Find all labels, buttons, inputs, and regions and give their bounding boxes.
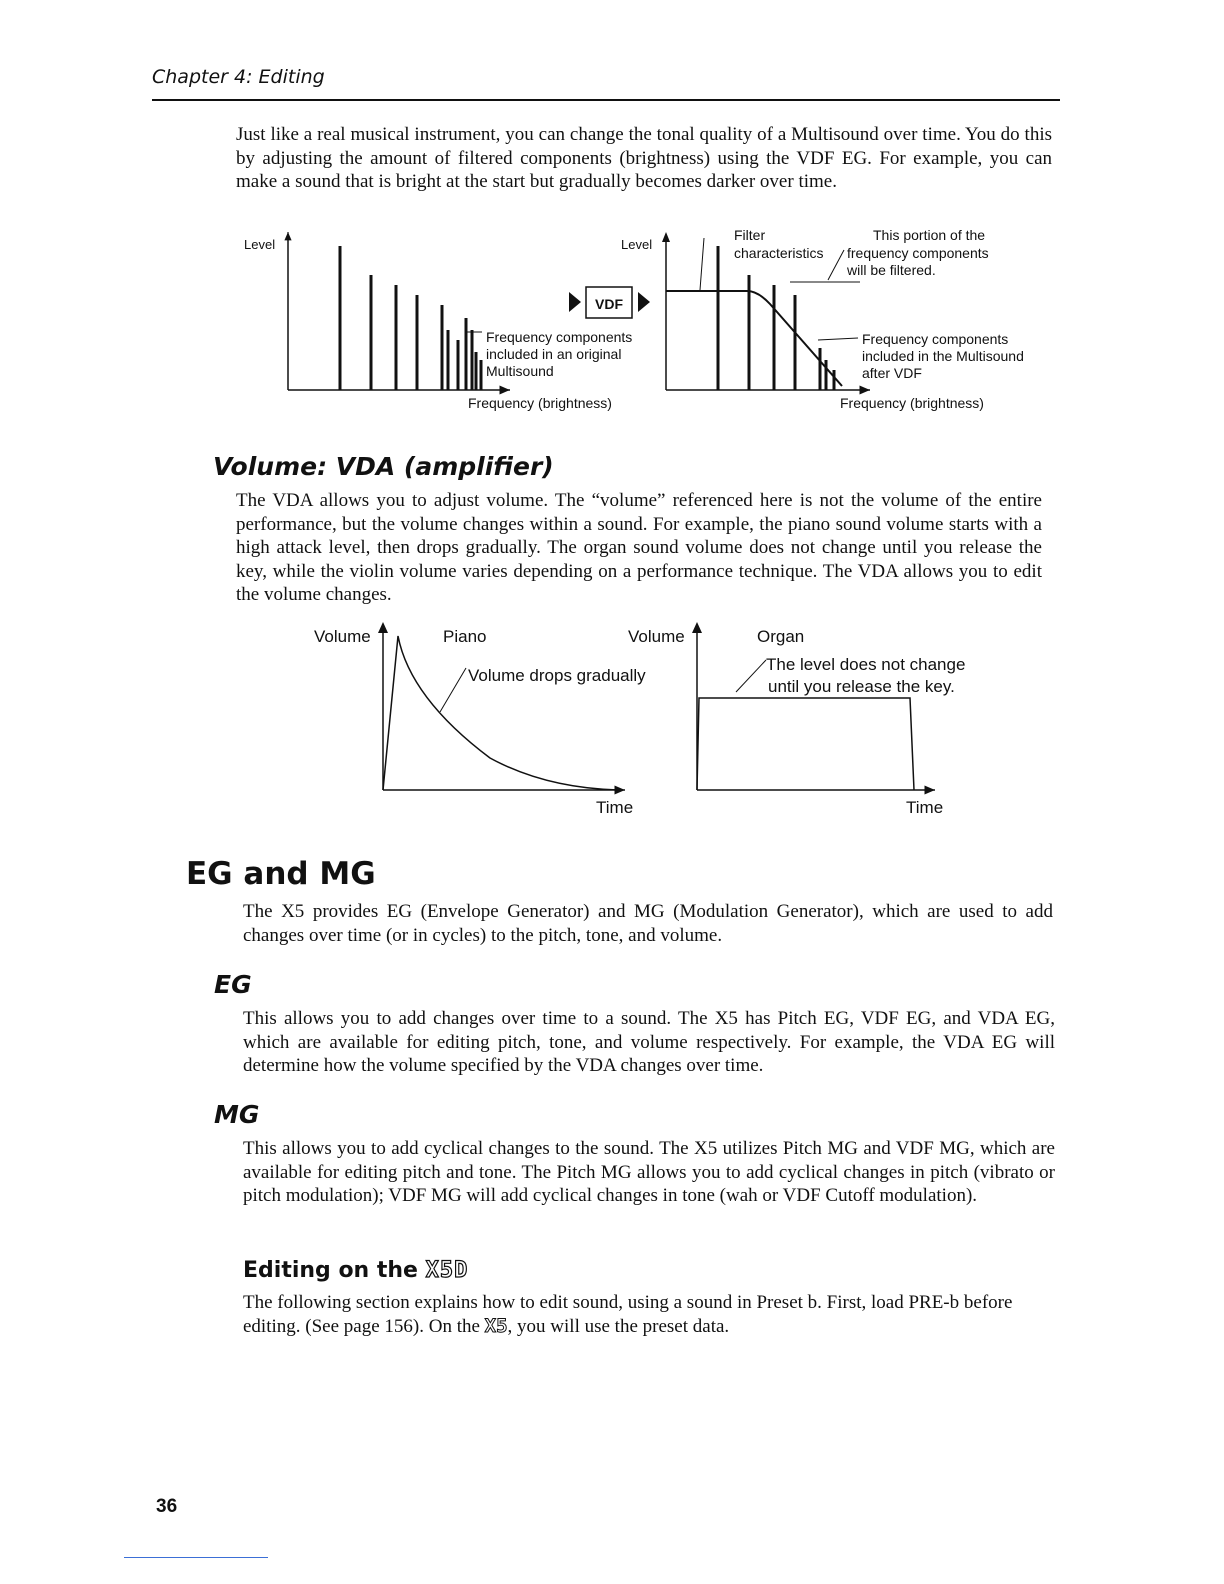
eg-paragraph: This allows you to add changes over time to a sound. The X5 has Pitch EG, VDF EG, and VDA EG, which are available for editing pitch, tone, and volume respectively. For example, the VDA EG will determine how the volume specified by the VDA changes over time. [243, 1008, 1055, 1076]
eg-mg-paragraph: The X5 provides EG (Envelope Generator) and MG (Modulation Generator), which are used to add changes over time (or in cycles) to the pitch, tone, and volume. [243, 901, 1053, 946]
organ-time-label: Time [906, 798, 944, 817]
right-note-line-1: Frequency components [862, 331, 1009, 347]
x5d-logo: X5D [425, 1258, 469, 1283]
filtered-frequency-bars [718, 246, 834, 390]
intro-paragraph: Just like a real musical instrument, you can change the tonal quality of a Multisound over time. You do this by adjusting the amount of filtered components (brightness) using the VDF EG. For example, you can make a sound that is bright at the start but gradually becomes darker over time. [236, 124, 1052, 192]
editing-heading-text: Editing on the [243, 1258, 418, 1283]
left-note-line-3: Multisound [486, 363, 554, 379]
organ-label: Organ [757, 627, 805, 646]
right-x-label: Frequency (brightness) [840, 395, 984, 411]
piano-time-label: Time [596, 798, 634, 817]
piano-envelope-graph [314, 622, 646, 817]
portion-label-line-3: will be filtered. [847, 262, 936, 278]
vda-diagram [300, 618, 1000, 828]
left-note-line-1: Frequency components [486, 329, 633, 345]
original-frequency-bars [340, 246, 481, 390]
vdf-block [569, 287, 650, 318]
right-note-line-2: included in the Multisound [862, 348, 1024, 364]
vdf-box-label: VDF [595, 296, 623, 312]
mg-paragraph: This allows you to add cyclical changes to the sound. The X5 utilizes Pitch MG and VDF MG, which are available for editing pitch and tone. The Pitch MG allows you to add cyclical changes in pitch (vibrato or pitch modulation); VDF MG will add cyclical changes in tone (wah or VDF Cutoff modulation). [243, 1138, 1055, 1206]
vdf-diagram [230, 220, 1060, 420]
organ-note-line-1: The level does not change [766, 655, 966, 674]
left-spectrum-graph [244, 232, 632, 411]
organ-volume-axis-label: Volume [628, 627, 685, 646]
header-rule [152, 99, 1060, 101]
eg-heading: EG [214, 970, 252, 999]
editing-paragraph-start: The following section explains how to edit sound, using a sound in Preset b. First, load PRE-b before editing. (See page 156). On the [243, 1292, 1013, 1337]
organ-envelope-graph [628, 622, 965, 817]
piano-label: Piano [443, 627, 487, 646]
x5-logo: X5 [484, 1314, 508, 1337]
footer-line [124, 1557, 268, 1558]
editing-paragraph-end: , you will use the preset data. [507, 1315, 730, 1337]
editing-heading [243, 1258, 468, 1283]
filter-label-line-1: Filter [734, 227, 766, 243]
left-level-label: Level [244, 237, 276, 252]
left-note-line-2: included in an original [486, 346, 622, 362]
right-level-label: Level [621, 237, 653, 252]
portion-label-line-2: frequency components [847, 245, 989, 261]
organ-note-line-2: until you release the key. [768, 677, 955, 696]
filter-label-line-2: characteristics [734, 245, 824, 261]
right-note-line-3: after VDF [862, 365, 922, 381]
left-x-label: Frequency (brightness) [468, 395, 612, 411]
portion-label-line-1: This portion of the [873, 227, 986, 243]
piano-volume-axis-label: Volume [314, 627, 371, 646]
eg-mg-heading: EG and MG [186, 856, 376, 892]
right-spectrum-graph [621, 227, 1024, 411]
editing-paragraph [243, 1291, 1055, 1338]
chapter-header: Chapter 4: Editing [152, 66, 325, 88]
piano-note: Volume drops gradually [468, 666, 646, 685]
mg-heading: MG [214, 1100, 260, 1129]
vda-heading: Volume: VDA (amplifier) [213, 452, 554, 481]
page-number: 36 [156, 1496, 178, 1517]
vda-paragraph: The VDA allows you to adjust volume. The “volume” referenced here is not the volume of the entire performance, but the volume changes within a sound. For example, the piano sound volume starts with a high attack level, then drops gradually. The organ sound volume does not change until you release the key, while the violin volume varies depending on a performance technique. The VDA allows you to edit the volume changes. [236, 490, 1042, 605]
